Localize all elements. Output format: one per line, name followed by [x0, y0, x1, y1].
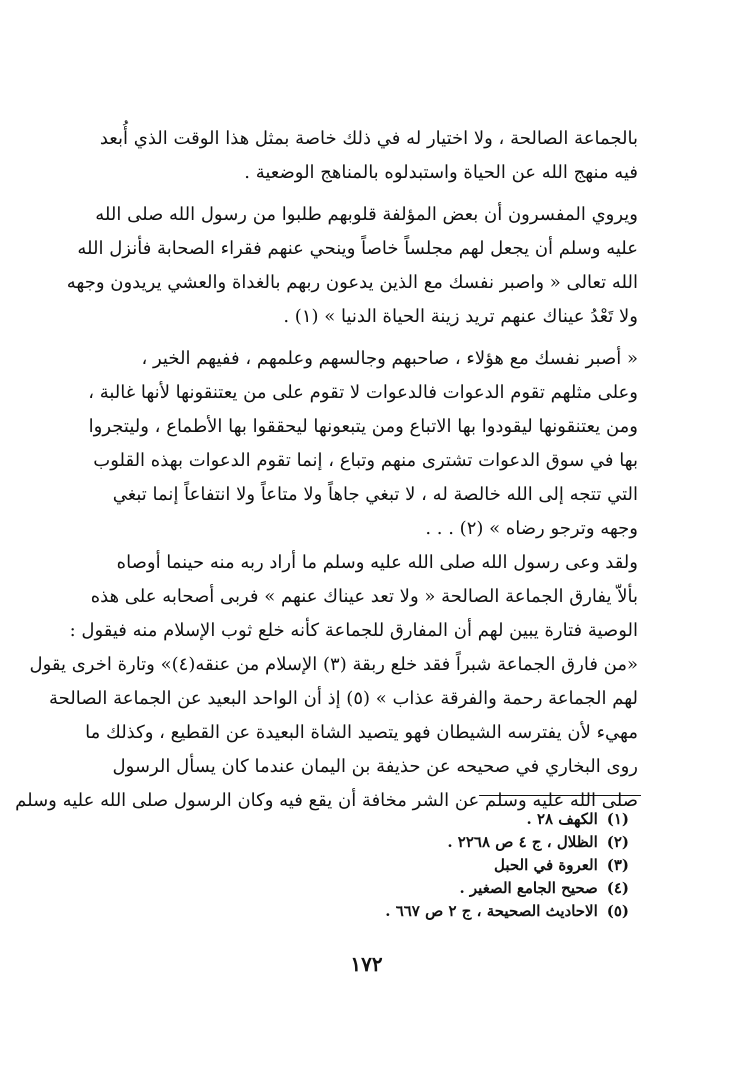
- text-line: وعلى مثلهم تقوم الدعوات فالدعوات لا تقوم على من يعتنقونها لأنها غالبة ،: [88, 382, 638, 403]
- text-line: ويروي المفسرون أن بعض المؤلفة قلوبهم طلبوا من رسول الله صلى الله: [95, 204, 638, 225]
- footnote-number: (٣): [606, 856, 629, 874]
- footnote-text: العروة في الحبل: [493, 856, 598, 874]
- footnote-text: الكهف ٢٨ .: [526, 810, 598, 828]
- text-line: ولقد وعى رسول الله صلى الله عليه وسلم ما أراد ربه منه حينما أوصاه: [116, 552, 638, 573]
- text-line: روى البخاري في صحيحه عن حذيفة بن اليمان عندما كان يسأل الرسول: [112, 756, 638, 777]
- text-line: ومن يعتنقونها ليقودوا بها الاتباع ومن يتبعونها ليحققوا بها الأطماع ، وليتجروا: [88, 416, 638, 437]
- paragraph-gap: [84, 190, 638, 198]
- text-line: الوصية فتارة يبين لهم أن المفارق للجماعة كأنه خلع ثوب الإسلام منه فيقول :: [69, 620, 638, 641]
- text-line: بالجماعة الصالحة ، ولا اختيار له في ذلك خاصة بمثل هذا الوقت الذي أُبعد: [99, 128, 638, 149]
- paragraph: [84, 342, 638, 546]
- text-line: بها في سوق الدعوات تشترى منهم وتباع ، إنما تقوم الدعوات بهذه القلوب: [93, 450, 638, 471]
- footnote-item: [209, 877, 629, 900]
- paragraph-gap: [84, 334, 638, 342]
- paragraph: [84, 122, 638, 190]
- footnote-item: [209, 854, 629, 877]
- footnotes: [209, 808, 629, 923]
- footnote-item: [209, 808, 629, 831]
- footnote-number: (٤): [606, 879, 629, 897]
- text-line: التي تتجه إلى الله خالصة له ، لا تبغي جاهاً ولا متاعاً ولا انتفاعاً إنما تبغي: [112, 484, 638, 505]
- text-line: مهيء لأن يفترسه الشيطان فهو يتصيد الشاة البعيدة عن القطيع ، وكذلك ما: [85, 722, 638, 743]
- footnote-number: (٢): [606, 833, 629, 851]
- footnote-item: [209, 900, 629, 923]
- paragraph: [66, 198, 638, 334]
- footnote-number: (٥): [606, 902, 629, 920]
- paragraph: [15, 546, 638, 818]
- main-text: [15, 122, 638, 818]
- text-line: فيه منهج الله عن الحياة واستبدلوه بالمناهج الوضعية .: [244, 162, 638, 183]
- footnote-number: (١): [606, 810, 629, 828]
- footnote-item: [209, 831, 629, 854]
- footnote-text: الاحاديث الصحيحة ، ج ٢ ص ٦٦٧ .: [385, 902, 598, 920]
- footnote-text: صحيح الجامع الصغير .: [459, 879, 598, 897]
- text-line: وجهه وترجو رضاه » (٢) . . .: [425, 518, 638, 539]
- text-line: صلى الله عليه وسلم عن الشر مخافة أن يقع فيه وكان الرسول صلى الله عليه وسلم: [15, 790, 638, 811]
- text-line: ولا تَعْدُ عيناك عنهم تريد زينة الحياة الدنيا » (١) .: [283, 306, 638, 327]
- text-line: « أصبر نفسك مع هؤلاء ، صاحبهم وجالسهم وعلمهم ، ففيهم الخير ،: [141, 348, 638, 369]
- footnote-text: الظلال ، ج ٤ ص ٢٢٦٨ .: [447, 833, 598, 851]
- footnote-divider: [479, 795, 641, 796]
- text-line: «من فارق الجماعة شبراً فقد خلع ربقة (٣) الإسلام من عنقه(٤)» وتارة اخرى يقول: [29, 654, 638, 675]
- text-line: عليه وسلم أن يجعل لهم مجلساً خاصاً وينحي عنهم فقراء الصحابة فأنزل الله: [77, 238, 638, 259]
- text-line: بألاّ يفارق الجماعة الصالحة « ولا تعد عيناك عنهم » فربى أصحابه على هذه: [90, 586, 638, 607]
- text-line: لهم الجماعة رحمة والفرقة عذاب » (٥) إذ أن الواحد البعيد عن الجماعة الصالحة: [49, 688, 638, 709]
- text-line: الله تعالى « واصبر نفسك مع الذين يدعون ربهم بالغداة والعشي يريدون وجهه: [66, 272, 638, 293]
- page-number: ١٧٢: [350, 952, 383, 976]
